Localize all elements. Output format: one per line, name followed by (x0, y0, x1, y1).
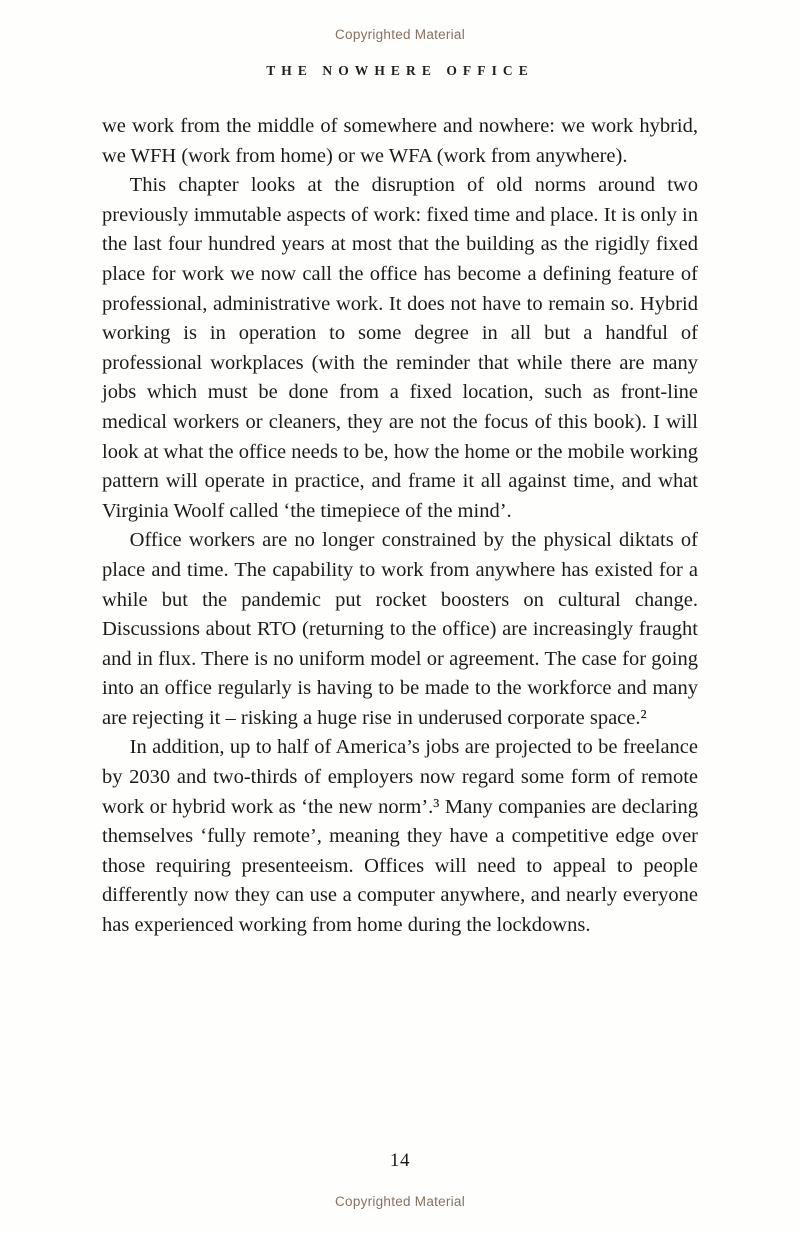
body-text-block (102, 112, 698, 941)
running-header-book-title: THE NOWHERE OFFICE (266, 63, 534, 78)
body-paragraph: we work from the middle of somewhere and nowhere: we work hybrid, we WFH (work from home) or we WFA (work from anywhere). (102, 115, 698, 167)
body-paragraph: This chapter looks at the disruption of old norms around two previously immutable aspects of work: fixed time and place. It is only in the last four hundred years at most that the building as the rigidly fixed place for work we now call the office has become a defining feature of professional, administrative work. It does not have to remain so. Hybrid working is in operation to some degree in all but a handful of professional workplaces (with the reminder that while there are many jobs which must be done from a fixed location, such as front-line medical workers or cleaners, they are not the focus of this book). I will look at what the office needs to be, how the home or the mobile working pattern will operate in practice, and frame it all against time, and what Virginia Woolf called ‘the timepiece of the mind’. (102, 174, 698, 522)
page-footer (0, 1150, 800, 1233)
copyright-notice-bottom: Copyrighted Material (335, 1194, 465, 1209)
copyright-notice-top: Copyrighted Material (335, 27, 465, 42)
page-number: 14 (389, 1150, 411, 1171)
body-paragraph: In addition, up to half of America’s jobs are projected to be freelance by 2030 and two-thirds of employers now regard some form of remote work or hybrid work as ‘the new norm’.³ Many companies are declaring themselves ‘fully remote’, meaning they have a competitive edge over those requiring presenteeism. Offices will need to appeal to people differently now they can use a computer anywhere, and nearly everyone has experienced working from home during the lockdowns. (102, 736, 698, 937)
body-paragraph: Office workers are no longer constrained by the physical diktats of place and time. The capability to work from anywhere has existed for a while but the pandemic put rocket boosters on cultural change. Discussions about RTO (returning to the office) are increasingly fraught and in flux. There is no uniform model or agreement. The case for going into an office regularly is having to be made to the workforce and many are rejecting it – risking a huge rise in underused corporate space.² (102, 529, 698, 729)
